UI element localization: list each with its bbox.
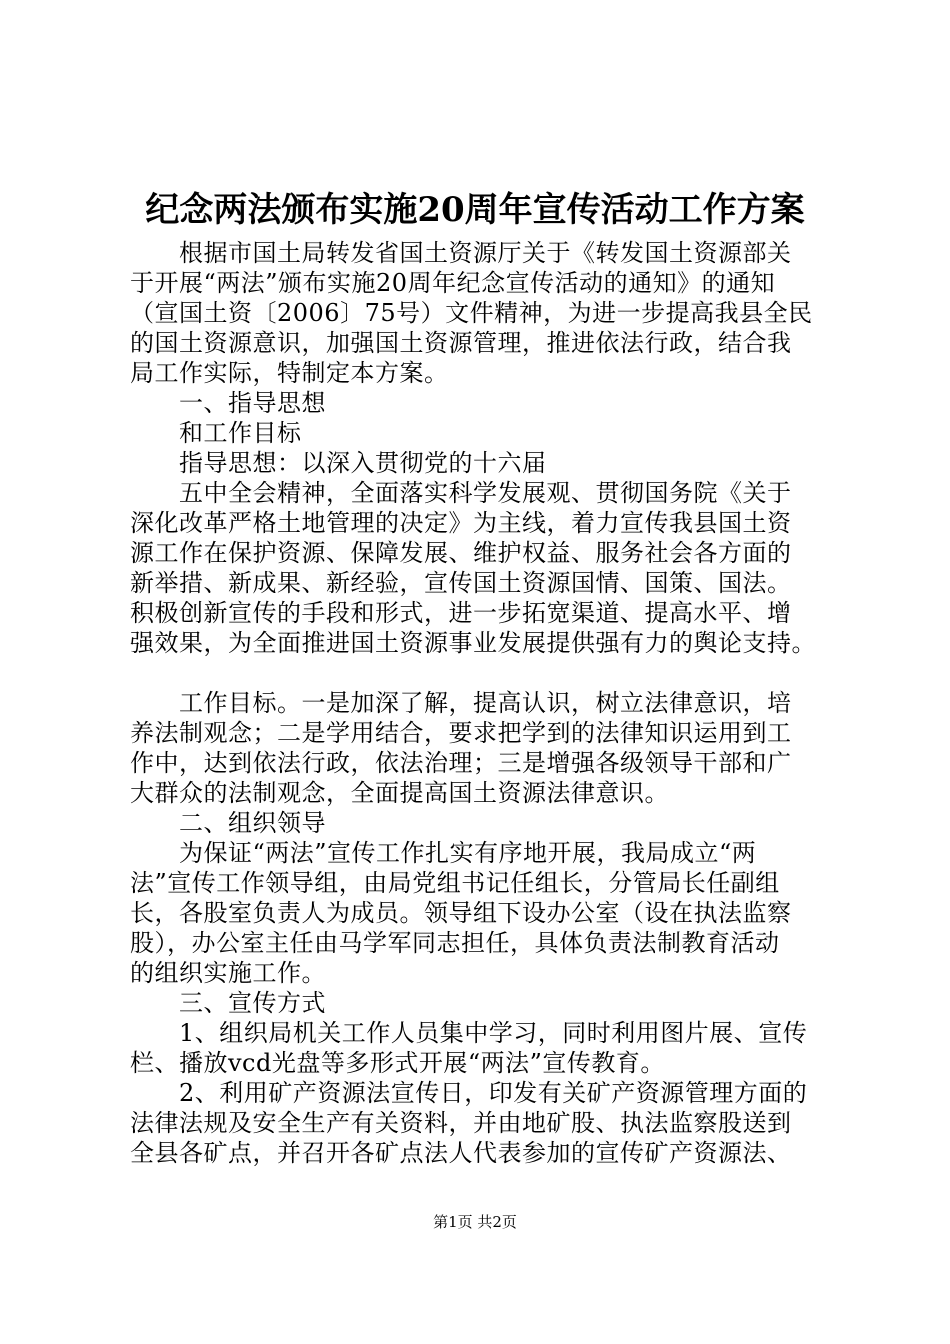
- body-line: 的组织实施工作。: [130, 959, 326, 987]
- body-line: 局工作实际，特制定本方案。: [130, 359, 449, 387]
- section-heading: 三、宣传方式: [130, 989, 326, 1017]
- section-heading: 二、组织领导: [130, 809, 326, 837]
- body-line: 深化改革严格土地管理的决定》为主线，着力宣传我县国土资: [130, 509, 792, 537]
- body-line: 于开展“两法”颁布实施20周年纪念宣传活动的通知》的通知: [130, 269, 776, 297]
- body-line: 五中全会精神，全面落实科学发展观、贯彻国务院《关于: [130, 479, 792, 507]
- body-line: 栏、播放vcd光盘等多形式开展“两法”宣传教育。: [130, 1049, 665, 1077]
- document-body: [130, 238, 830, 1168]
- body-line: 法”宣传工作领导组，由局党组书记任组长，分管局长任副组: [130, 869, 780, 897]
- body-line: （宣国土资〔2006〕75号）文件精神，为进一步提高我县全民: [130, 299, 813, 327]
- body-line: 股），办公室主任由马学军同志担任，具体负责法制教育活动: [130, 929, 780, 957]
- body-line: 2、利用矿产资源法宣传日，印发有关矿产资源管理方面的: [130, 1079, 808, 1107]
- blank-line: [130, 658, 830, 688]
- document-title: 纪念两法颁布实施20周年宣传活动工作方案: [145, 190, 805, 230]
- section-heading: 一、指导思想: [130, 389, 326, 417]
- body-line: 1、组织局机关工作人员集中学习，同时利用图片展、宣传: [130, 1019, 808, 1047]
- body-line: 强效果，为全面推进国土资源事业发展提供强有力的舆论支持。: [130, 629, 816, 657]
- body-line: 根据市国土局转发省国土资源厅关于《转发国土资源部关: [130, 239, 792, 267]
- body-line: 为保证“两法”宣传工作扎实有序地开展，我局成立“两: [130, 839, 757, 867]
- body-line: 全县各矿点，并召开各矿点法人代表参加的宣传矿产资源法、: [130, 1139, 792, 1167]
- body-line: 源工作在保护资源、保障发展、维护权益、服务社会各方面的: [130, 539, 792, 567]
- body-line: 新举措、新成果、新经验，宣传国土资源国情、国策、国法。: [130, 569, 792, 597]
- body-line: 指导思想：以深入贯彻党的十六届: [130, 449, 547, 477]
- body-line: 作中，达到依法行政，依法治理；三是增强各级领导干部和广: [130, 749, 792, 777]
- page-number-footer: 第1页 共2页: [433, 1213, 517, 1231]
- body-line: 法律法规及安全生产有关资料，并由地矿股、执法监察股送到: [130, 1109, 792, 1137]
- body-line: 的国土资源意识，加强国土资源管理，推进依法行政，结合我: [130, 329, 792, 357]
- section-heading: 和工作目标: [130, 419, 302, 447]
- body-line: 工作目标。一是加深了解，提高认识，树立法律意识，培: [130, 689, 792, 717]
- body-line: 养法制观念；二是学用结合，要求把学到的法律知识运用到工: [130, 719, 792, 747]
- body-line: 长，各股室负责人为成员。领导组下设办公室（设在执法监察: [130, 899, 792, 927]
- body-line: 大群众的法制观念，全面提高国土资源法律意识。: [130, 779, 669, 807]
- body-line: 积极创新宣传的手段和形式，进一步拓宽渠道、提高水平、增: [130, 599, 792, 627]
